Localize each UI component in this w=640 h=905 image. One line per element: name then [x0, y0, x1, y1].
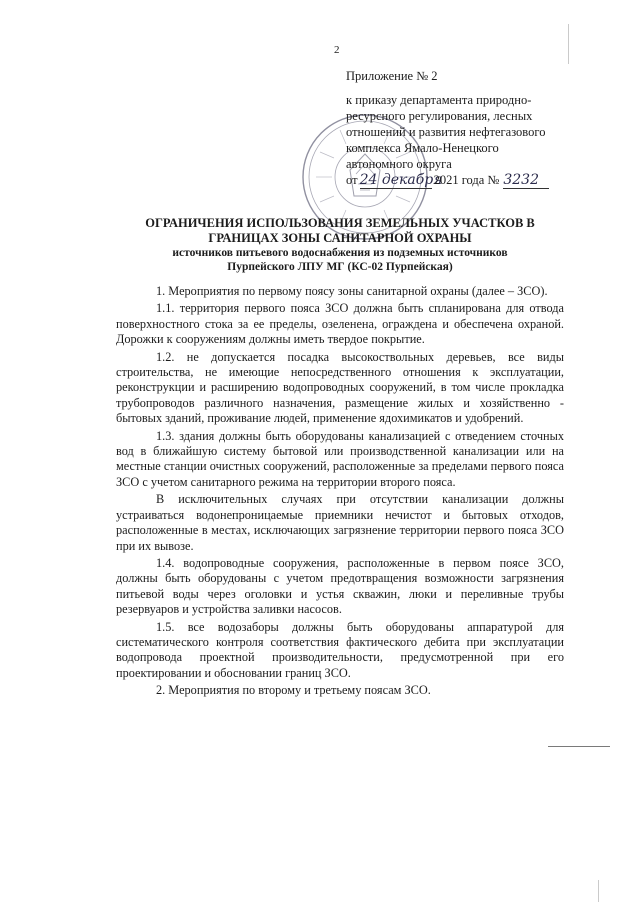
- order-date-row: [346, 172, 576, 189]
- date-prefix: от: [346, 173, 358, 187]
- appendix-line: автономного округа: [346, 157, 452, 171]
- subtitle-line: источников питьевого водоснабжения из подземных источников: [172, 247, 508, 259]
- appendix-line: отношений и развития нефтегазового: [346, 125, 546, 139]
- paragraph: 1.3. здания должны быть оборудованы канализацией с отведением сточных вод в ближайшую систему бытовой или производственной канализации или на местные станции очистных сооружений, расположенные за пределами первого пояса ЗСО с учетом санитарного режима на территории второго пояса.: [116, 428, 564, 489]
- title-line: ОГРАНИЧЕНИЯ ИСПОЛЬЗОВАНИЯ ЗЕМЕЛЬНЫХ УЧАСТКОВ В: [145, 216, 535, 230]
- handwritten-date: 24 декабря: [359, 172, 443, 188]
- appendix-title: Приложение № 2: [346, 69, 438, 83]
- document-body: [116, 284, 564, 701]
- document-subtitle: [120, 246, 560, 274]
- page-number: 2: [334, 44, 340, 56]
- paragraph: 1.5. все водозаборы должны быть оборудованы аппаратурой для систематического контроля соответствия фактического дебита при эксплуатации водопровода проектной производительности, предусмотренной при его проектировании и обосновании границ ЗСО.: [116, 619, 564, 680]
- title-line: ГРАНИЦАХ ЗОНЫ САНИТАРНОЙ ОХРАНЫ: [208, 231, 472, 245]
- paragraph: 1.1. территория первого пояса ЗСО должна быть спланирована для отвода поверхностного стока за ее пределы, озеленена, ограждена и обеспечена охраной. Дорожки к сооружениям должны иметь твердое покрытие.: [116, 301, 564, 347]
- handwritten-order-number: 3232: [503, 172, 549, 189]
- order-year: 2021 года №: [433, 173, 500, 187]
- appendix-header: [346, 68, 576, 189]
- subtitle-line: Пурпейского ЛПУ МГ (КС-02 Пурпейская): [227, 261, 453, 273]
- document-title: [120, 216, 560, 246]
- appendix-line: ресурсного регулирования, лесных: [346, 109, 533, 123]
- scan-edge-mark: [598, 880, 599, 902]
- paragraph: 2. Мероприятия по второму и третьему поясам ЗСО.: [156, 683, 431, 698]
- paragraph: 1. Мероприятия по первому поясу зоны санитарной охраны (далее – ЗСО).: [156, 284, 548, 298]
- paragraph: 1.2. не допускается посадка высокоствольных деревьев, все виды строительства, не имеющие непосредственного отношения к эксплуатации, реконструкции и расширению водопроводных сооружений, в том числе прокладка трубопроводов различного назначения, размещение жилых и хозяйственно - бытовых зданий, проживание людей, применение ядохимикатов и удобрений.: [116, 349, 564, 426]
- appendix-line: комплекса Ямало-Ненецкого: [346, 141, 499, 155]
- scan-edge-mark: [568, 24, 569, 64]
- paragraph: 1.4. водопроводные сооружения, расположенные в первом поясе ЗСО, должны быть оборудованы с учетом предотвращения возможности загрязнения питьевой воды через оголовки и устья скважин, люки и переливные трубы резервуаров и устройства заливки насосов.: [116, 555, 564, 617]
- paragraph: В исключительных случаях при отсутствии канализации должны устраиваться водонепроницаемые приемники нечистот и бытовых отходов, расположенные в местах, исключающих загрязнение территории первого пояса ЗСО при их вывозе.: [116, 492, 564, 553]
- scan-edge-mark: [548, 746, 610, 747]
- appendix-line: к приказу департамента природно-: [346, 93, 532, 107]
